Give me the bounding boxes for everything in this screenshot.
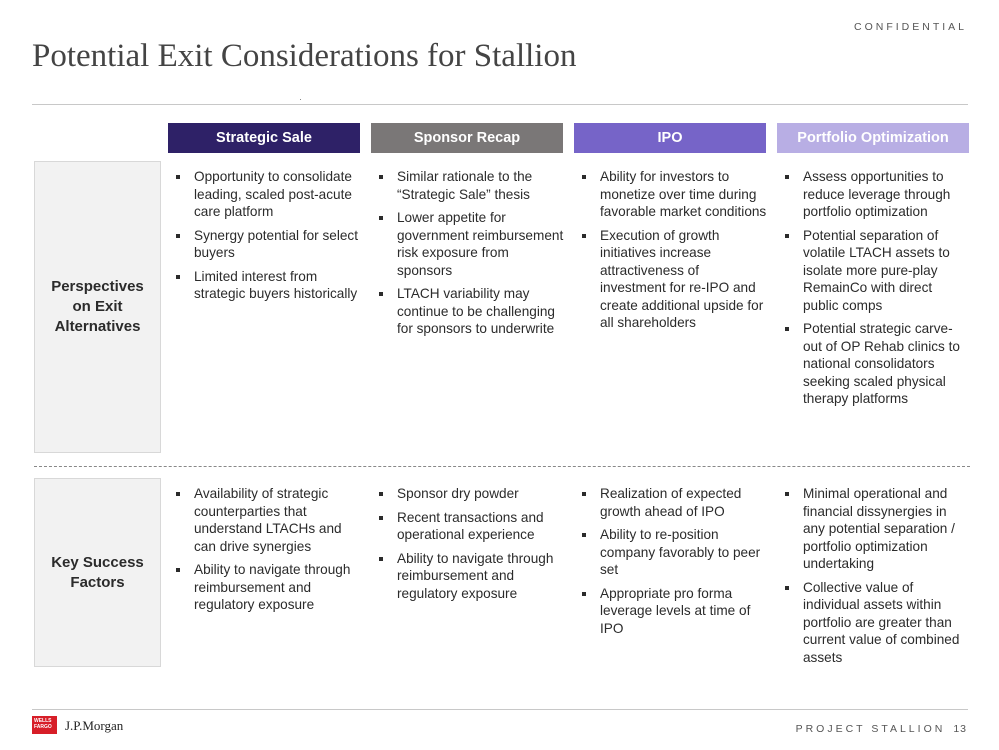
list-item: LTACH variability may continue to be challenging for sponsors to underwrite	[371, 285, 565, 338]
list-item: Execution of growth initiatives increase attractiveness of investment for re-IPO and create additional upside for all shareholders	[574, 227, 768, 332]
list-item: Similar rationale to the “Strategic Sale” thesis	[371, 168, 565, 203]
cell-ksf-sponsor-recap	[371, 485, 565, 608]
cell-perspectives-strategic-sale	[168, 168, 362, 309]
title-divider	[32, 104, 968, 105]
row-divider	[34, 466, 970, 467]
list-item: Synergy potential for select buyers	[168, 227, 362, 262]
cell-ksf-ipo	[574, 485, 768, 643]
list-item: Sponsor dry powder	[371, 485, 565, 503]
list-item: Potential separation of volatile LTACH assets to isolate more pure-play RemainCo with direct public comps	[777, 227, 971, 315]
list-item: Appropriate pro forma leverage levels at time of IPO	[574, 585, 768, 638]
cell-perspectives-sponsor-recap	[371, 168, 565, 344]
column-header-sponsor-recap: Sponsor Recap	[371, 123, 563, 153]
list-item: Opportunity to consolidate leading, scaled post-acute care platform	[168, 168, 362, 221]
list-item: Ability to navigate through reimbursement and regulatory exposure	[168, 561, 362, 614]
row-label-perspectives	[34, 161, 161, 453]
row-label-text: Perspectives on Exit Alternatives	[51, 278, 144, 335]
stray-dot	[300, 99, 301, 100]
row-label-key-success-factors	[34, 478, 161, 667]
list-item: Potential strategic carve-out of OP Rehab clinics to national consolidators seeking scaled physical therapy platforms	[777, 320, 971, 408]
column-header-strategic-sale: Strategic Sale	[168, 123, 360, 153]
page-title: Potential Exit Considerations for Stallion	[32, 38, 577, 74]
column-header-ipo: IPO	[574, 123, 766, 153]
confidential-label: CONFIDENTIAL	[853, 21, 967, 33]
cell-perspectives-portfolio-optimization	[777, 168, 971, 414]
list-item: Availability of strategic counterparties that understand LTACHs and can drive synergies	[168, 485, 362, 555]
list-item: Limited interest from strategic buyers historically	[168, 268, 362, 303]
jpmorgan-logo: J.P.Morgan	[65, 718, 124, 733]
list-item: Ability for investors to monetize over time during favorable market conditions	[574, 168, 768, 221]
list-item: Ability to re-position company favorably to peer set	[574, 526, 768, 579]
wells-fargo-logo: WELLS FARGO	[32, 716, 57, 734]
list-item: Collective value of individual assets within portfolio are greater than current value of combined assets	[777, 579, 971, 667]
page-number: 13	[953, 723, 967, 735]
list-item: Lower appetite for government reimbursement risk exposure from sponsors	[371, 209, 565, 279]
footer-divider	[32, 709, 968, 710]
row-label-text: Key Success Factors	[51, 553, 144, 591]
list-item: Assess opportunities to reduce leverage through portfolio optimization	[777, 168, 971, 221]
cell-ksf-strategic-sale	[168, 485, 362, 620]
list-item: Ability to navigate through reimbursement and regulatory exposure	[371, 550, 565, 603]
list-item: Realization of expected growth ahead of IPO	[574, 485, 768, 520]
cell-perspectives-ipo	[574, 168, 768, 338]
footer-project	[796, 723, 967, 735]
list-item: Minimal operational and financial dissynergies in any potential separation / portfolio optimization undertaking	[777, 485, 971, 573]
project-name: PROJECT STALLION	[795, 723, 946, 735]
column-header-portfolio-optimization: Portfolio Optimization	[777, 123, 969, 153]
list-item: Recent transactions and operational experience	[371, 509, 565, 544]
cell-ksf-portfolio-optimization	[777, 485, 971, 672]
